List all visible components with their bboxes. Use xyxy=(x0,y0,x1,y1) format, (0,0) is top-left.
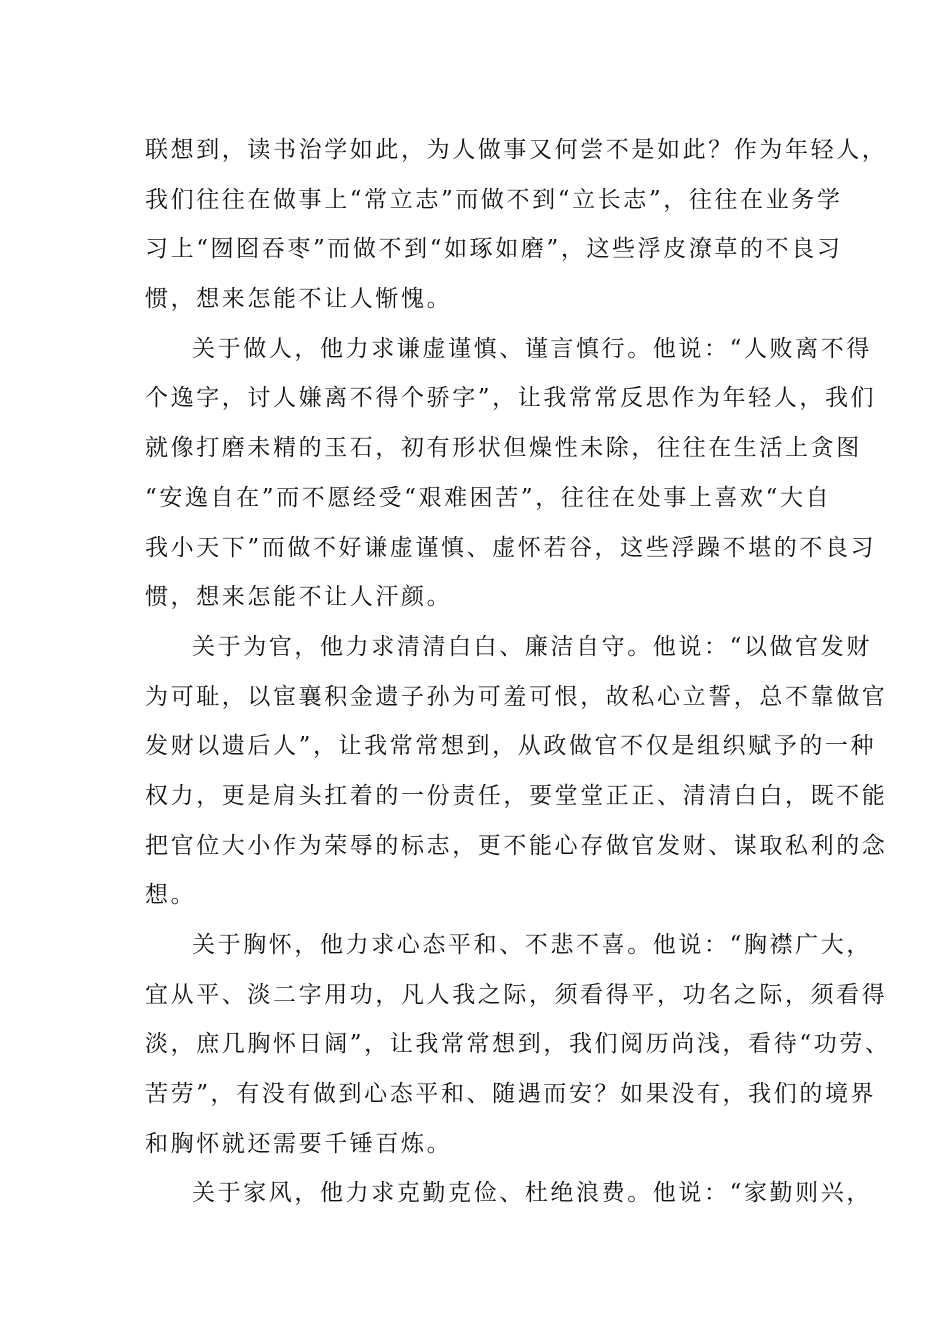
paragraph-start-line: 关于为官，他力求清清白白、廉洁自守。他说：“以做官发财 xyxy=(192,633,872,660)
text-line: 和胸怀就还需要千锤百炼。 xyxy=(145,1130,453,1157)
text-line: 惯，想来怎能不让人汗颜。 xyxy=(145,584,453,611)
text-line: 惯，想来怎能不让人惭愧。 xyxy=(145,286,453,313)
paragraph-start-line: 关于做人，他力求谦虚谨慎、谨言慎行。他说：“人败离不得 xyxy=(192,335,872,362)
text-line: 就像打磨未精的玉石，初有形状但燥性未除，往往在生活上贪图 xyxy=(145,435,862,462)
text-line: 习上“囫囵吞枣”而做不到“如琢如磨”，这些浮皮潦草的不良习 xyxy=(145,236,843,263)
text-line: 发财以遗后人”，让我常常想到，从政做官不仅是组织赋予的一种 xyxy=(145,733,877,760)
body-text xyxy=(145,126,891,1219)
text-line: 想。 xyxy=(145,882,197,909)
text-line: 我们往往在做事上“常立志”而做不到“立长志”，往往在业务学 xyxy=(145,186,843,213)
paragraph-start-line: 关于家风，他力求克勤克俭、杜绝浪费。他说：“家勤则兴， xyxy=(192,1180,872,1207)
text-line: 宜从平、淡二字用功，凡人我之际，须看得平，功名之际，须看得 xyxy=(145,981,888,1008)
text-line: “安逸自在”而不愿经受“艰难困苦”，往往在处事上喜欢“大自 xyxy=(145,484,832,511)
text-line: 淡，庶几胸怀日阔”，让我常常想到，我们阅历尚浅，看待“功劳、 xyxy=(145,1031,891,1058)
paragraph-start-line: 关于胸怀，他力求心态平和、不悲不喜。他说：“胸襟广大， xyxy=(192,932,872,958)
text-line: 权力，更是肩头扛着的一份责任，要堂堂正正、清清白白，既不能 xyxy=(145,782,888,809)
text-line: 为可耻，以宦襄积金遗子孙为可羞可恨，故私心立誓，总不靠做官 xyxy=(145,683,888,710)
text-line: 联想到，读书治学如此，为人做事又何尝不是如此？作为年轻人， xyxy=(145,137,888,163)
text-line: 个逸字，讨人嫌离不得个骄字”，让我常常反思作为年轻人，我们 xyxy=(145,385,877,412)
text-line: 苦劳”，有没有做到心态平和、随遇而安？如果没有，我们的境界 xyxy=(145,1081,877,1108)
text-line: 我小天下”而做不好谦虚谨慎、虚怀若谷，这些浮躁不堪的不良习 xyxy=(145,534,877,561)
text-line: 把官位大小作为荣辱的标志，更不能心存做官发财、谋取私利的念 xyxy=(145,832,888,859)
